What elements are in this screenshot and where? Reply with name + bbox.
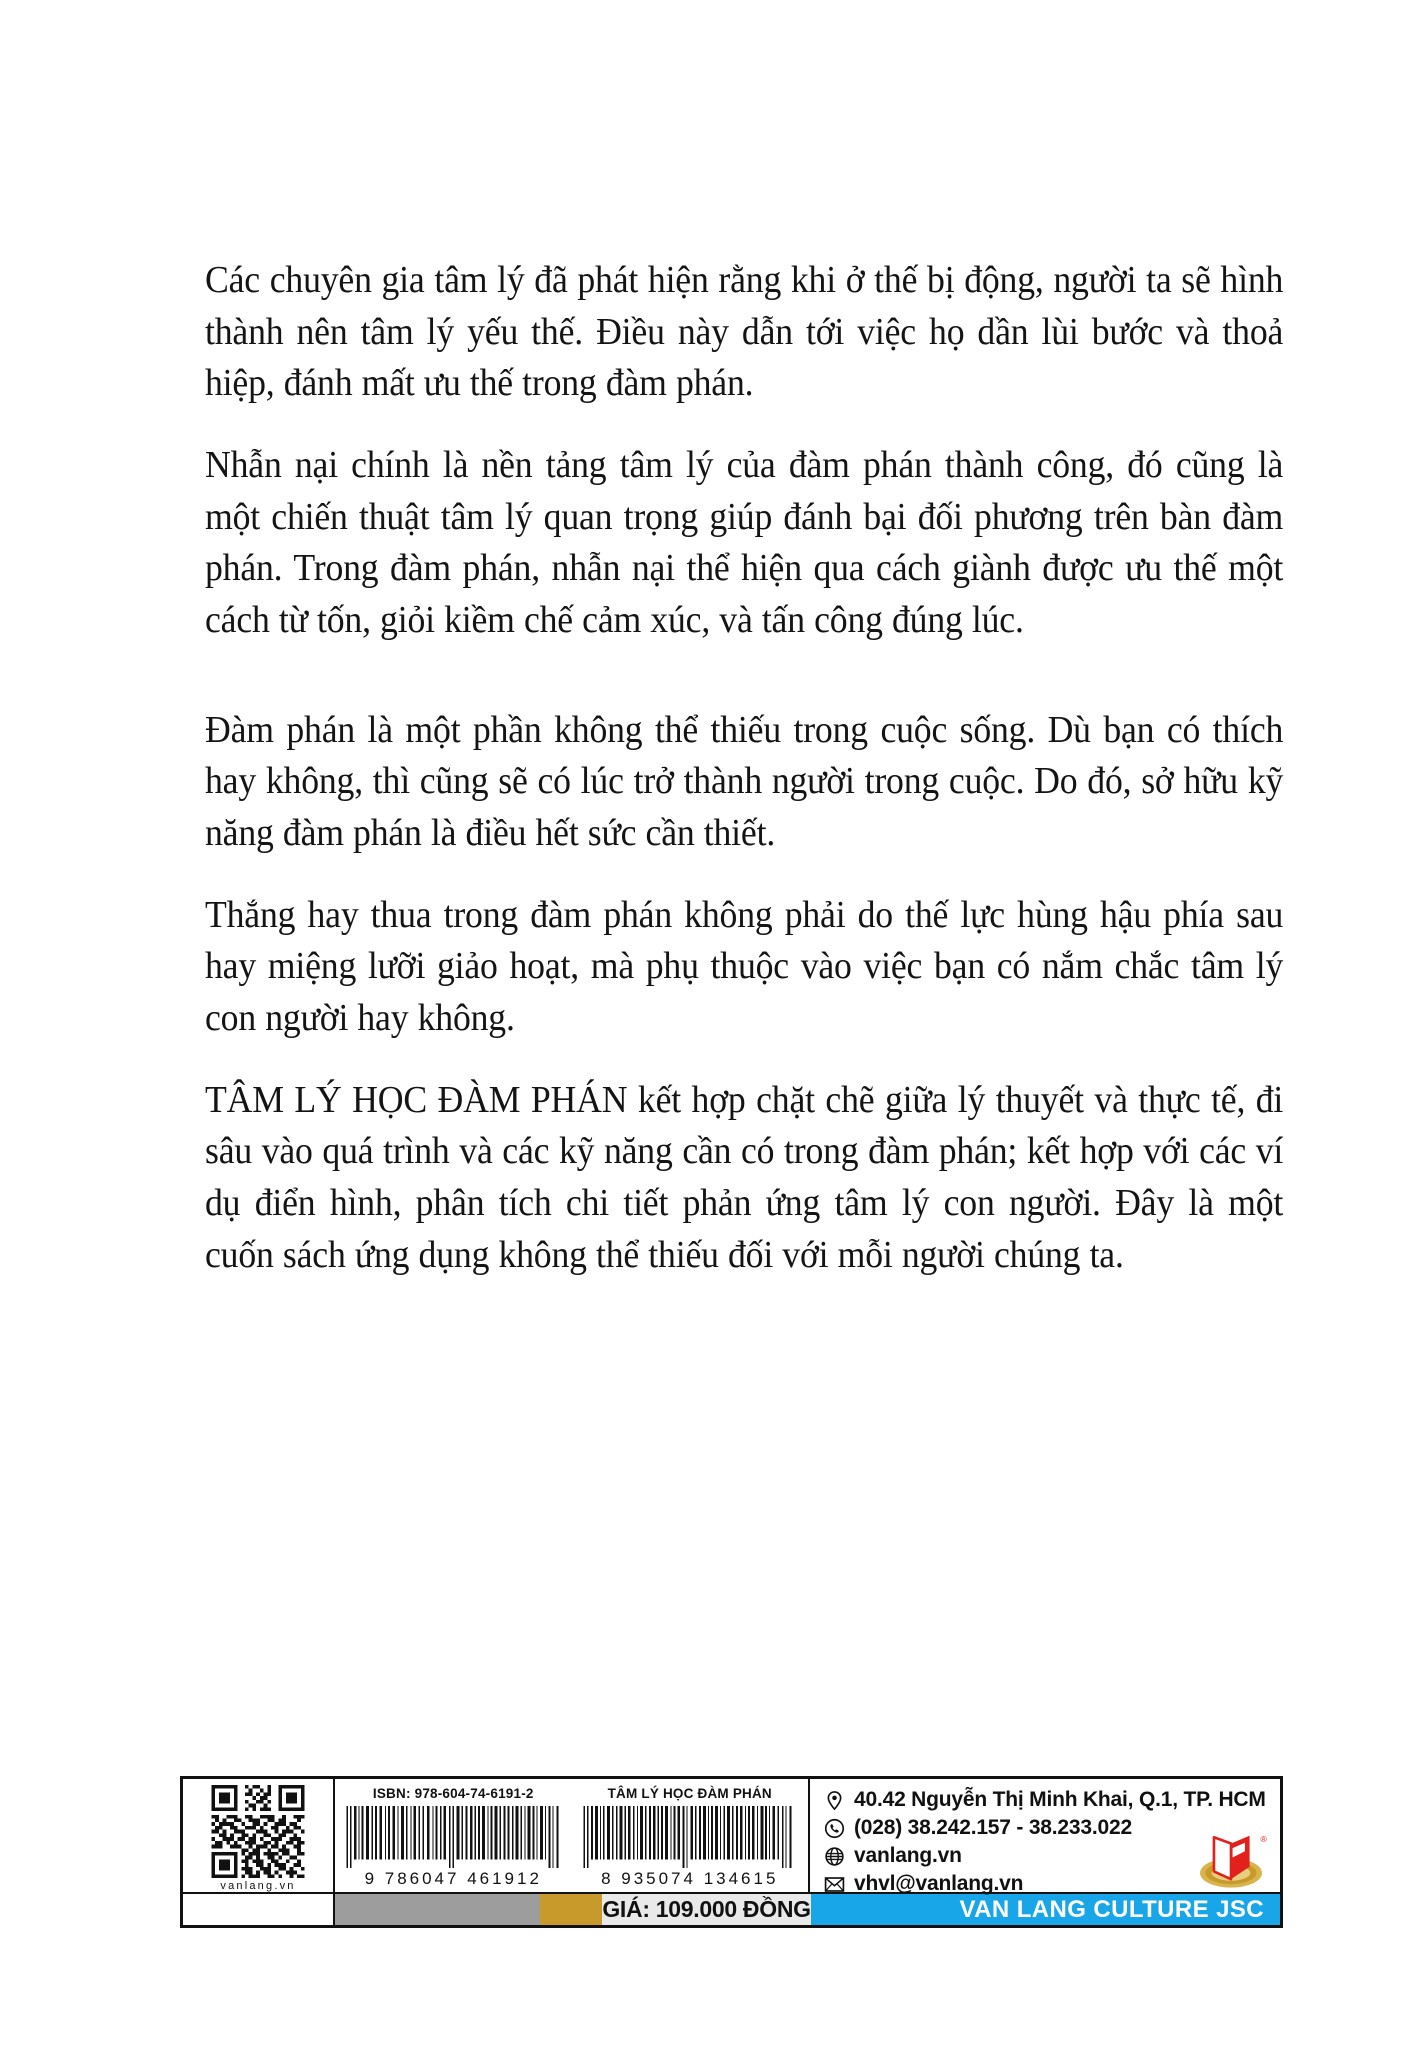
contact-website-text: vanlang.vn [854,1844,962,1867]
footer-strip-gold [540,1894,602,1925]
envelope-icon [824,1874,845,1895]
blurb-paragraph-3: Đàm phán là một phần không thể thiếu trong cuộc sống. Dù bạn có thích hay không, thì cũng sẽ có lúc trở thành người trong cuộc. Do đó, sở hữu kỹ năng đàm phán là điều hết sức cần thiết. [205,708,1284,855]
footer-strip-gray [335,1894,541,1925]
back-cover-blurb [205,255,1283,1281]
contact-email-text: vhvl@vanlang.vn [854,1872,1024,1895]
svg-text:®: ® [1260,1833,1267,1844]
isbn-barcode-icon [343,1806,564,1868]
contact-address-text: 40.42 Nguyễn Thị Minh Khai, Q.1, TP. HCM [854,1788,1266,1811]
product-barcode-block [572,1779,809,1892]
qr-cell [183,1779,335,1892]
blurb-paragraph-2: Nhẫn nại chính là nền tảng tâm lý của đàm phán thành công, đó cũng là một chiến thuật tâm lý quan trọng giúp đánh bại đối phương trên bàn đàm phán. Trong đàm phán, nhẫn nại thể hiện qua cách giành được ưu thế một cách từ tốn, giỏi kiềm chế cảm xúc, và tấn công đúng lúc. [205,444,1284,642]
isbn-digits: 9 786047 461912 [364,1869,542,1888]
contact-cell [810,1779,1280,1895]
qr-caption: vanlang.vn [220,1880,296,1893]
footer-strip-blank [183,1894,335,1925]
isbn-barcode-block [335,1779,572,1892]
price-strip [602,1894,810,1925]
qr-code-icon [206,1785,310,1878]
blurb-paragraph-1: Các chuyên gia tâm lý đã phát hiện rằng khi ở thế bị động, người ta sẽ hình thành nên tâm lý yếu thế. Điều này dẫn tới việc họ dần lùi bước và thoả hiệp, đánh mất ưu thế trong đàm phán. [205,259,1284,405]
product-barcode-label: TÂM LÝ HỌC ĐÀM PHÁN [607,1786,772,1801]
product-barcode-icon [580,1806,801,1868]
brand-text: VAN LANG CULTURE JSC [959,1895,1264,1923]
footer-top-row [183,1779,1280,1895]
brand-strip [811,1894,1280,1925]
blurb-paragraph-4: Thắng hay thua trong đàm phán không phải do thế lực hùng hậu phía sau hay miệng lưỡi giảo hoạt, mà phụ thuộc vào việc bạn có nắm chắc tâm lý con người hay không. [205,893,1284,1040]
phone-icon [824,1818,845,1839]
product-barcode-digits: 8 935074 134615 [601,1869,779,1888]
blurb-paragraph-5: TÂM LÝ HỌC ĐÀM PHÁN kết hợp chặt chẽ giữa lý thuyết và thực tế, đi sâu vào quá trình và các kỹ năng cần có trong đàm phán; kết hợp với các ví dụ điển hình, phân tích chi tiết phản ứng tâm lý con người. Đây là một cuốn sách ứng dụng không thể thiếu đối với mỗi người chúng ta. [205,1078,1284,1276]
publisher-footer [180,1776,1283,1928]
contact-phone-text: (028) 38.242.157 - 38.233.022 [854,1816,1132,1839]
globe-icon [824,1846,845,1867]
van-lang-logo [1192,1828,1270,1890]
isbn-label: ISBN: 978-604-74-6191-2 [372,1786,534,1801]
barcodes-cell [335,1779,810,1892]
price-text: GIÁ: 109.000 ĐỒNG [602,1896,811,1922]
location-pin-icon [824,1790,845,1811]
contact-address-line [824,1787,1280,1813]
